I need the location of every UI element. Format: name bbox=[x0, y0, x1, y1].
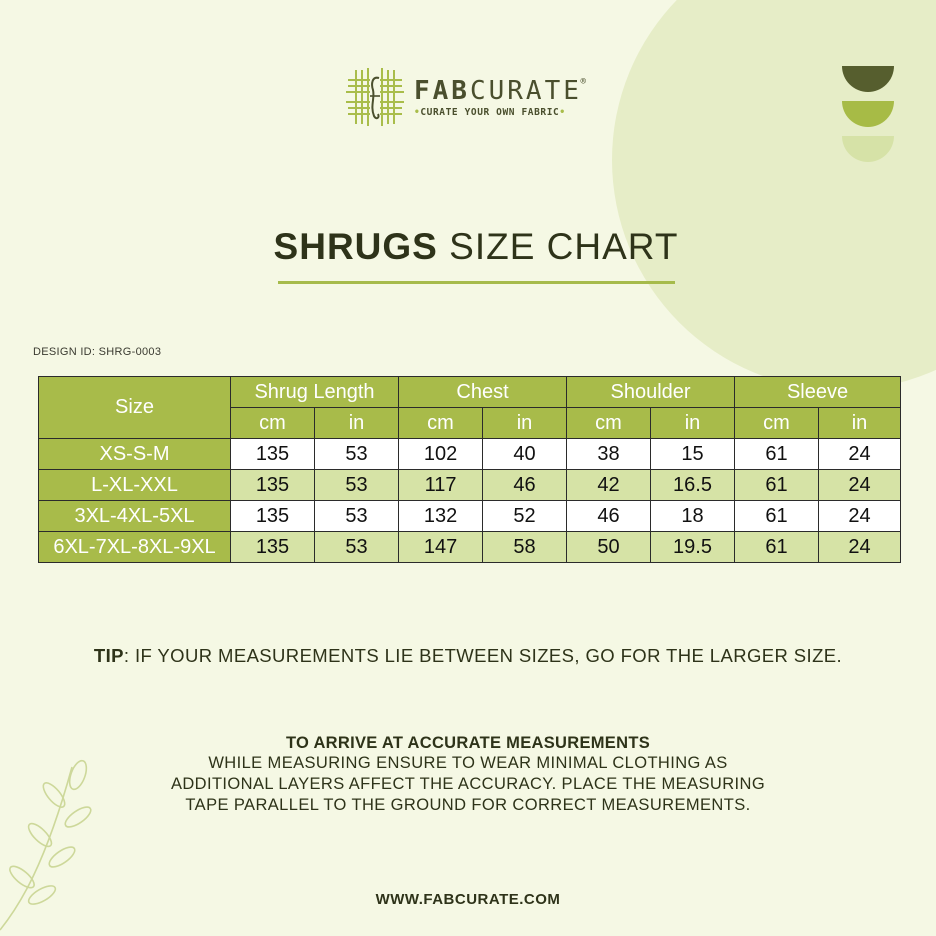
website-link[interactable]: WWW.FABCURATE.COM bbox=[375, 891, 561, 908]
value-cell: 16.5 bbox=[651, 470, 735, 501]
unit-cell: cm bbox=[567, 408, 651, 439]
header-chest: Chest bbox=[399, 377, 567, 408]
value-cell: 61 bbox=[735, 439, 819, 470]
design-id: DESIGN ID: SHRG-0003 bbox=[33, 346, 162, 358]
background-circle bbox=[612, 0, 936, 390]
tagline-dot-left: • bbox=[414, 106, 421, 118]
header-shrug-length: Shrug Length bbox=[231, 377, 399, 408]
tip-text bbox=[0, 645, 936, 667]
value-cell: 147 bbox=[399, 532, 483, 563]
value-cell: 53 bbox=[315, 532, 399, 563]
value-cell: 46 bbox=[483, 470, 567, 501]
value-cell: 24 bbox=[819, 470, 901, 501]
value-cell: 132 bbox=[399, 501, 483, 532]
value-cell: 19.5 bbox=[651, 532, 735, 563]
brand-name-bold: FAB bbox=[414, 75, 470, 106]
value-cell: 53 bbox=[315, 501, 399, 532]
unit-cell: cm bbox=[735, 408, 819, 439]
table-header-row bbox=[39, 377, 901, 408]
value-cell: 50 bbox=[567, 532, 651, 563]
value-cell: 52 bbox=[483, 501, 567, 532]
value-cell: 24 bbox=[819, 439, 901, 470]
value-cell: 61 bbox=[735, 501, 819, 532]
table-row bbox=[39, 501, 901, 532]
value-cell: 24 bbox=[819, 501, 901, 532]
instruction-line: WHILE MEASURING ENSURE TO WEAR MINIMAL CLOTHING AS bbox=[208, 754, 728, 772]
brand-name bbox=[414, 75, 586, 106]
unit-cell: in bbox=[483, 408, 567, 439]
value-cell: 135 bbox=[231, 470, 315, 501]
page-title bbox=[0, 226, 936, 268]
size-label: L-XL-XXL bbox=[39, 470, 231, 501]
table-row bbox=[39, 439, 901, 470]
value-cell: 53 bbox=[315, 439, 399, 470]
instruction-line: ADDITIONAL LAYERS AFFECT THE ACCURACY. PLACE THE MEASURING bbox=[170, 775, 766, 793]
header-shoulder: Shoulder bbox=[567, 377, 735, 408]
header-sleeve: Sleeve bbox=[735, 377, 901, 408]
unit-cell: in bbox=[819, 408, 901, 439]
value-cell: 53 bbox=[315, 470, 399, 501]
value-cell: 58 bbox=[483, 532, 567, 563]
brand-logo bbox=[344, 66, 586, 128]
table-row bbox=[39, 470, 901, 501]
title-underline bbox=[278, 281, 675, 284]
brand-name-rest: CURATE bbox=[469, 75, 582, 106]
value-cell: 102 bbox=[399, 439, 483, 470]
value-cell: 135 bbox=[231, 532, 315, 563]
size-chart-table bbox=[38, 376, 901, 563]
tagline-dot-right: • bbox=[559, 106, 566, 118]
size-label: 6XL-7XL-8XL-9XL bbox=[39, 532, 231, 563]
registered-mark: ® bbox=[580, 76, 586, 87]
value-cell: 135 bbox=[231, 501, 315, 532]
tip-label: TIP bbox=[93, 645, 124, 666]
measurement-instructions bbox=[0, 753, 936, 816]
value-cell: 61 bbox=[735, 532, 819, 563]
header-size: Size bbox=[39, 377, 231, 439]
fabric-grid-icon bbox=[344, 66, 406, 128]
unit-cell: cm bbox=[399, 408, 483, 439]
value-cell: 117 bbox=[399, 470, 483, 501]
instruction-line: TAPE PARALLEL TO THE GROUND FOR CORRECT MEASUREMENTS. bbox=[185, 796, 751, 814]
value-cell: 18 bbox=[651, 501, 735, 532]
unit-cell: in bbox=[315, 408, 399, 439]
table-row bbox=[39, 532, 901, 563]
measurement-heading: TO ARRIVE AT ACCURATE MEASUREMENTS bbox=[285, 734, 651, 752]
value-cell: 42 bbox=[567, 470, 651, 501]
value-cell: 15 bbox=[651, 439, 735, 470]
value-cell: 38 bbox=[567, 439, 651, 470]
title-bold: SHRUGS bbox=[273, 226, 438, 267]
value-cell: 46 bbox=[567, 501, 651, 532]
brand-tagline bbox=[414, 107, 582, 118]
unit-cell: in bbox=[651, 408, 735, 439]
size-label: XS-S-M bbox=[39, 439, 231, 470]
unit-cell: cm bbox=[231, 408, 315, 439]
value-cell: 24 bbox=[819, 532, 901, 563]
value-cell: 40 bbox=[483, 439, 567, 470]
title-rest: SIZE CHART bbox=[437, 226, 679, 267]
tagline-text: CURATE YOUR OWN FABRIC bbox=[420, 106, 560, 118]
value-cell: 61 bbox=[735, 470, 819, 501]
size-label: 3XL-4XL-5XL bbox=[39, 501, 231, 532]
value-cell: 135 bbox=[231, 439, 315, 470]
tip-body: : IF YOUR MEASUREMENTS LIE BETWEEN SIZES, GO FOR THE LARGER SIZE. bbox=[123, 645, 843, 666]
